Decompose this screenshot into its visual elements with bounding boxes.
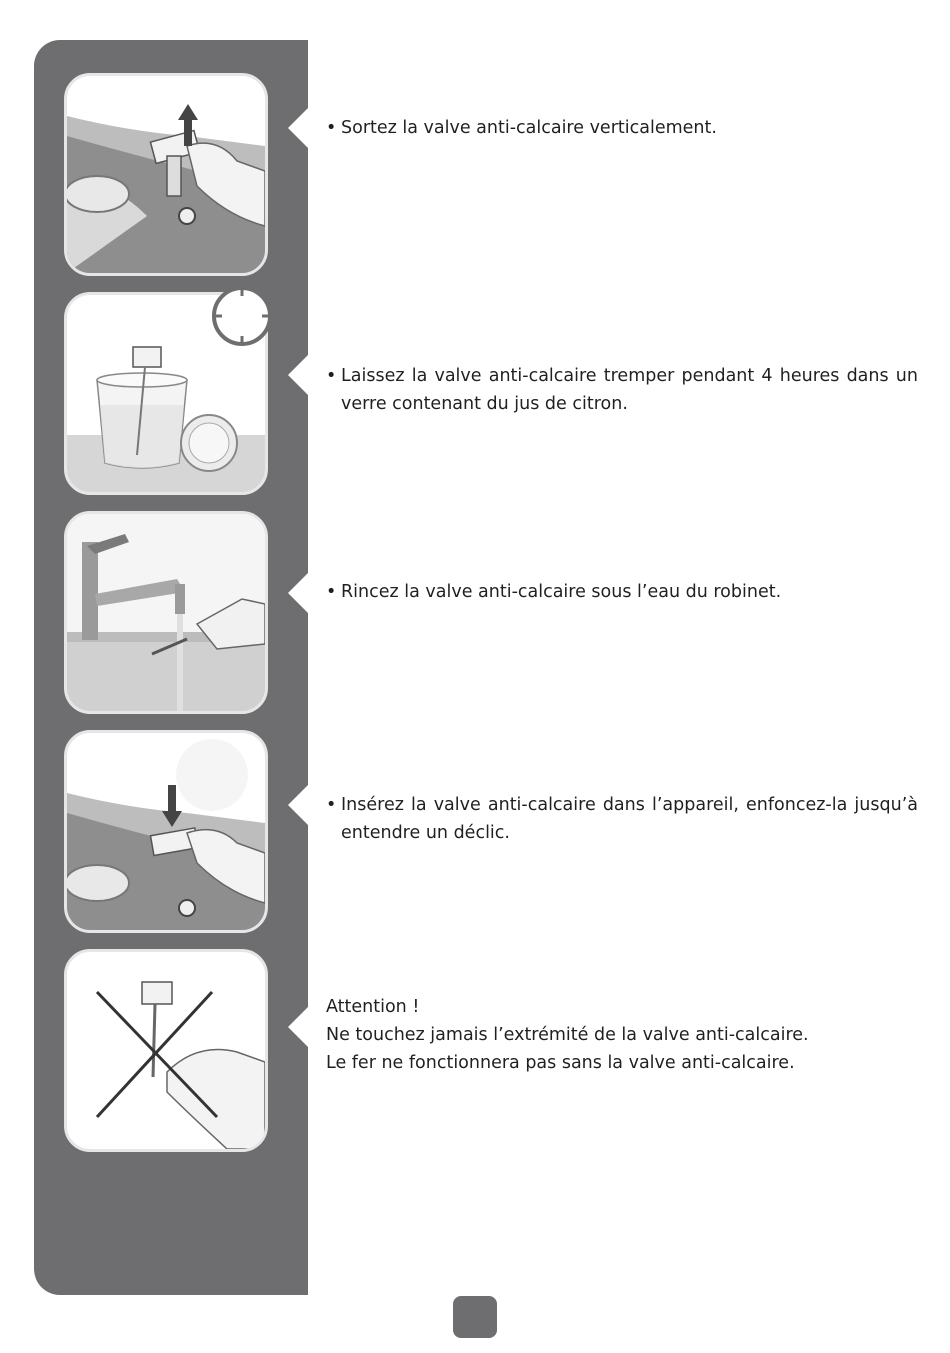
illustration-do-not-touch (64, 949, 268, 1152)
step-text: Sortez la valve anti-calcaire verticalement. (341, 118, 717, 138)
warning-line-2: Le fer ne fonctionnera pas sans la valve anti-calcaire. (326, 1053, 795, 1073)
step-1 (326, 114, 918, 142)
step-text: Insérez la valve anti-calcaire dans l’appareil, enfoncez-la jusqu’à entendre un déclic. (341, 795, 918, 843)
bullet: • (326, 795, 337, 815)
up-arrow-icon (67, 76, 265, 273)
step-text: Laissez la valve anti-calcaire tremper pendant 4 heures dans un verre contenant du jus de citron. (341, 366, 918, 414)
illustration-insert-valve (64, 730, 268, 933)
illustration-remove-valve (64, 73, 268, 276)
panel-pointer (288, 571, 310, 615)
step-3 (326, 578, 918, 606)
cross-icon (67, 952, 265, 1149)
panel-pointer (288, 353, 310, 397)
bullet: • (326, 582, 337, 602)
panel-pointer (288, 106, 310, 150)
warning-title: Attention ! (326, 997, 420, 1017)
step-text: Rincez la valve anti-calcaire sous l’eau du robinet. (341, 582, 782, 602)
illustration-rinse-valve (64, 511, 268, 714)
step-2 (326, 362, 918, 418)
page-number-box (453, 1296, 497, 1338)
bullet: • (326, 366, 337, 386)
warning-line-1: Ne touchez jamais l’extrémité de la valve anti-calcaire. (326, 1025, 809, 1045)
down-arrow-icon (67, 733, 265, 930)
warning-note (326, 993, 918, 1077)
step-4 (326, 791, 918, 847)
panel-pointer (288, 1005, 310, 1049)
panel-pointer (288, 783, 310, 827)
clock-icon (211, 285, 273, 347)
bullet: • (326, 118, 337, 138)
